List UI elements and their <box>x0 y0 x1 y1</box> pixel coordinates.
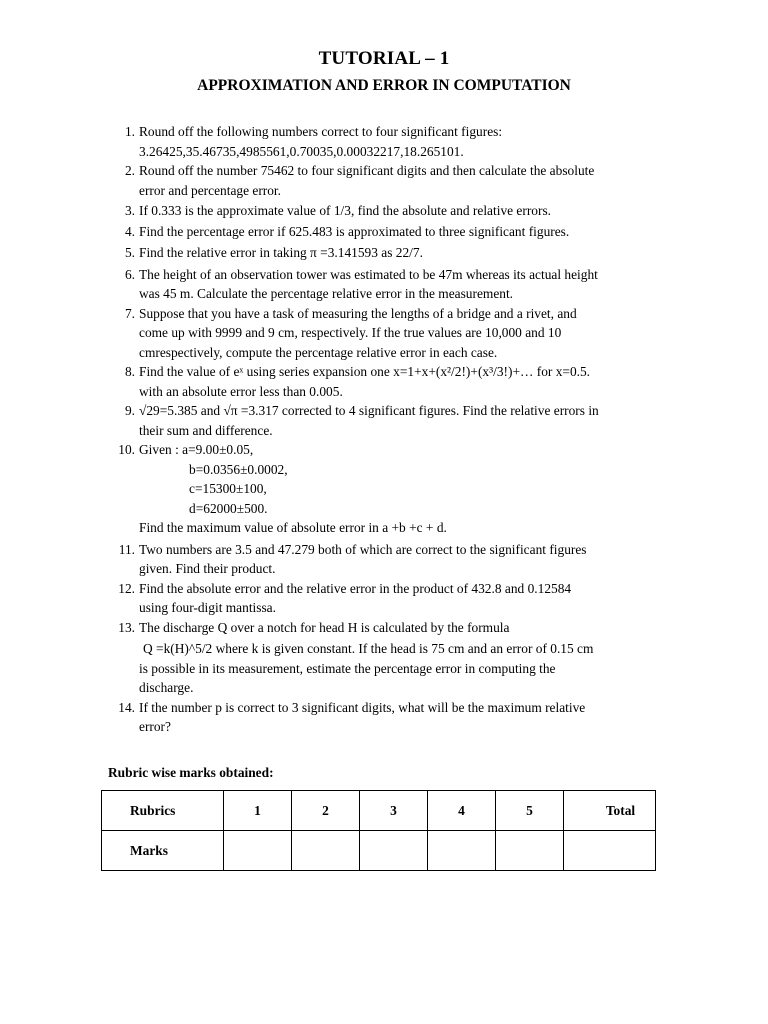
marks-cell <box>564 831 656 871</box>
question-number: 4. <box>124 223 135 239</box>
question-item <box>113 401 673 440</box>
question-item <box>113 579 673 618</box>
question-item <box>113 618 673 698</box>
rubric-header-cell: 1 <box>224 791 292 831</box>
rubric-header-cell: 4 <box>428 791 496 831</box>
question-item <box>113 304 673 363</box>
given-value: b=0.0356±0.0002, <box>189 461 288 477</box>
question-number: 13. <box>118 619 135 635</box>
question-text: Find the maximum value of absolute error in a +b +c + d. <box>139 520 447 535</box>
question-item <box>113 440 673 538</box>
marks-cell <box>428 831 496 871</box>
page-subtitle: APPROXIMATION AND ERROR IN COMPUTATION <box>197 77 571 94</box>
question-text: The height of an observation tower was estimated to be 47m whereas its actual height <box>139 266 598 282</box>
question-text: given. Find their product. <box>139 561 276 576</box>
question-number: 12. <box>118 580 135 596</box>
question-text: Find the relative error in taking π =3.141593 as 22/7. <box>139 245 423 260</box>
question-item <box>113 201 673 221</box>
question-text: their sum and difference. <box>139 422 273 438</box>
question-text: Find the percentage error if 625.483 is approximated to three significant figures. <box>139 223 570 239</box>
question-text: If 0.333 is the approximate value of 1/3, find the absolute and relative errors. <box>139 203 552 218</box>
question-number: 11. <box>118 541 135 557</box>
question-text: Two numbers are 3.5 and 47.279 both of which are correct to the significant figures <box>139 541 587 557</box>
question-item <box>113 540 673 579</box>
rubric-header-cell: Total <box>564 791 656 831</box>
question-item <box>113 698 673 737</box>
question-text: cmrespectively, compute the percentage relative error in each case. <box>139 344 498 360</box>
question-number: 8. <box>124 364 135 379</box>
question-text: Given : a=9.00±0.05, <box>139 442 254 457</box>
question-text: come up with 9999 and 9 cm, respectively. If the true values are 10,000 and 10 <box>139 325 562 340</box>
question-number: 2. <box>124 163 135 178</box>
page-title: TUTORIAL – 1 <box>318 48 450 69</box>
question-number: 3. <box>124 203 135 218</box>
rubric-table <box>101 790 656 871</box>
rubric-header-cell: 3 <box>360 791 428 831</box>
question-text: with an absolute error less than 0.005. <box>139 383 343 399</box>
question-text: Find the value of eˣ using series expansion one x=1+x+(x²/2!)+(x³/3!)+… for x=0.5. <box>139 364 591 379</box>
question-text: Find the absolute error and the relative error in the product of 432.8 and 0.12584 <box>139 580 572 596</box>
question-number: 1. <box>124 124 135 139</box>
marks-cell <box>224 831 292 871</box>
question-text: √29=5.385 and √π =3.317 corrected to 4 significant figures. Find the relative errors in <box>139 403 599 418</box>
question-text: using four-digit mantissa. <box>139 600 276 615</box>
rubric-header-cell: 2 <box>292 791 360 831</box>
question-number: 10. <box>118 442 135 457</box>
question-number: 5. <box>124 245 135 260</box>
rubric-heading: Rubric wise marks obtained: <box>108 765 274 780</box>
rubric-header-row <box>102 791 656 831</box>
question-text: error? <box>139 719 171 734</box>
marks-label: Marks <box>102 831 224 871</box>
question-text: discharge. <box>139 680 194 695</box>
marks-cell <box>292 831 360 871</box>
formula-line: Q =k(H)^5/2 where k is given constant. If the head is 75 cm and an error of 0.15 cm <box>143 641 594 656</box>
marks-cell <box>360 831 428 871</box>
question-number: 7. <box>124 305 135 321</box>
marks-cell <box>496 831 564 871</box>
question-list <box>113 122 673 737</box>
question-number: 6. <box>124 266 135 282</box>
rubric-header-cell: 5 <box>496 791 564 831</box>
question-text: is possible in its measurement, estimate the percentage error in computing the <box>139 660 556 676</box>
question-text: The discharge Q over a notch for head H is calculated by the formula <box>139 619 510 635</box>
question-item <box>113 222 673 242</box>
question-item <box>113 362 673 401</box>
question-text: Suppose that you have a task of measuring the lengths of a bridge and a rivet, and <box>139 305 577 321</box>
question-text: 3.26425,35.46735,4985561,0.70035,0.00032217,18.265101. <box>139 143 464 159</box>
question-text: Round off the number 75462 to four significant digits and then calculate the absolute <box>139 163 595 178</box>
question-item <box>113 243 673 263</box>
given-value: c=15300±100, <box>189 481 267 496</box>
question-item <box>113 122 673 161</box>
question-item <box>113 161 673 200</box>
question-item <box>113 265 673 304</box>
question-number: 14. <box>118 699 135 715</box>
question-text: was 45 m. Calculate the percentage relative error in the measurement. <box>139 286 514 301</box>
rubric-marks-row <box>102 831 656 871</box>
question-number: 9. <box>124 403 135 418</box>
question-text: If the number p is correct to 3 significant digits, what will be the maximum relative <box>139 699 586 715</box>
given-value: d=62000±500. <box>189 500 268 516</box>
question-text: error and percentage error. <box>139 182 282 198</box>
rubric-header-cell: Rubrics <box>102 791 224 831</box>
question-text: Round off the following numbers correct to four significant figures: <box>139 124 503 139</box>
